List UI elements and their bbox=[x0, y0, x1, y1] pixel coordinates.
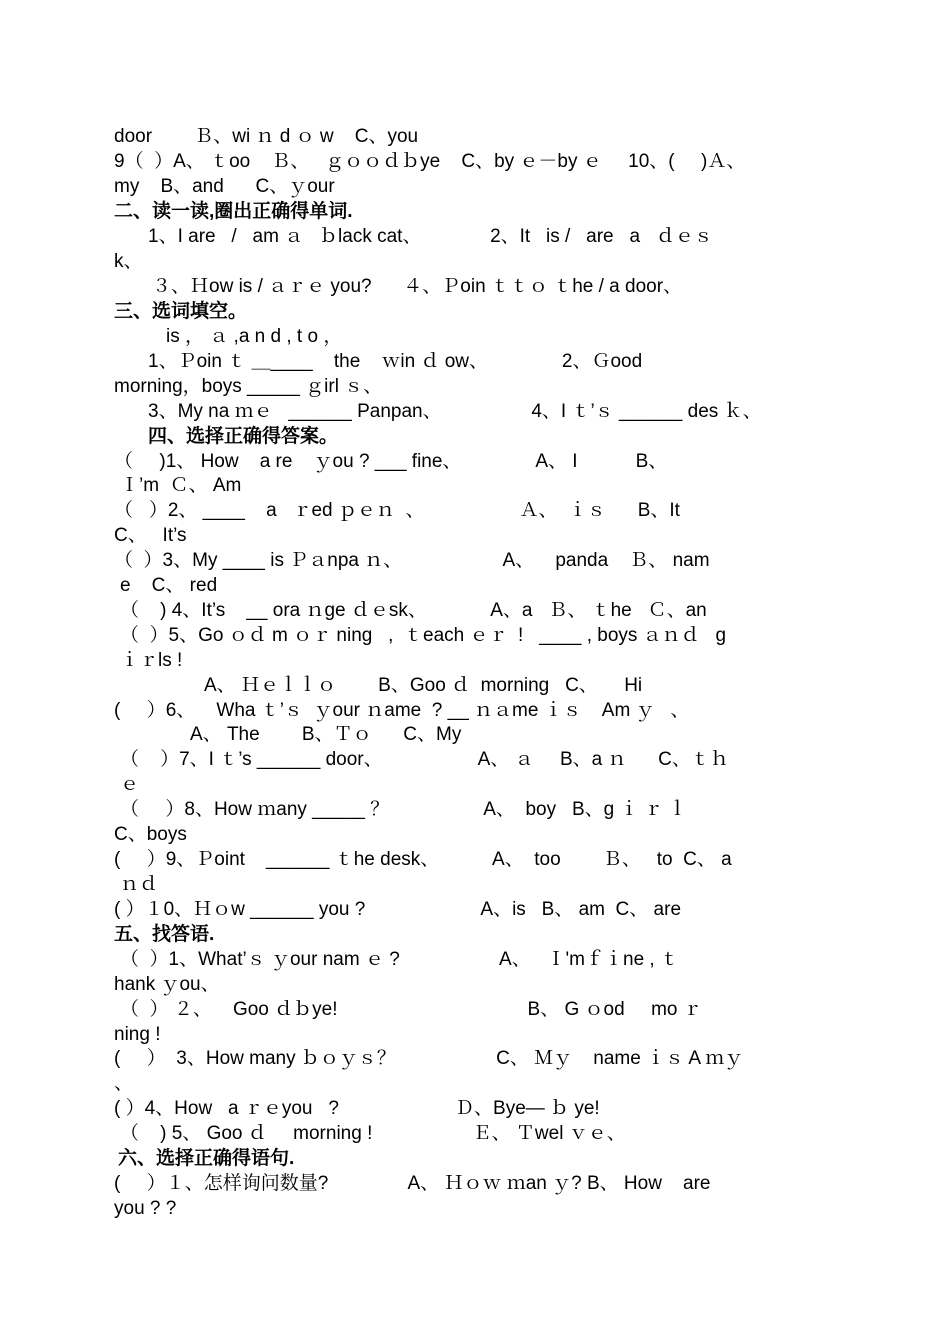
text-line: you ? ? bbox=[114, 1198, 177, 1219]
text-line: 、 bbox=[114, 1073, 134, 1094]
text-line: ( ）１0、Ｈｏw ______ you ? A、is B、 am C、 are bbox=[114, 899, 682, 920]
section-heading: 四、选择正确得答案。 bbox=[148, 426, 339, 447]
text-line: ( ）9、Ｐoint ______ ｔhe desk、 A、 too Ｂ、 to C、 a bbox=[114, 849, 732, 870]
text-line: （ ） ２、 Goo ｄｂye! B、 G ｏod mo ｒ bbox=[120, 999, 702, 1020]
text-line: （ ) 5、 Goo ｄ morning ! Ｅ、 Ｔwel ｖｅ、 bbox=[120, 1123, 626, 1144]
text-line: （ ）8、How ｍany _____ ？ A、 boy B、g ｉ ｒ ｌ bbox=[120, 799, 688, 820]
text-line: （ ）5、Go ｏｄ m ｏｒ ning , ｔeach ｅｒ ! ____ , boys ａｎｄ g bbox=[120, 625, 727, 646]
section-heading: 六、选择正确得语句. bbox=[118, 1148, 295, 1169]
text-line: ning ! bbox=[114, 1024, 161, 1045]
text-line: 3、My na ｍｅ ______ Panpan、 4、I ｔ’ｓ ______ des ｋ、 bbox=[148, 401, 762, 422]
text-line: ３、Ｈow is / ａｒｅ you? ４、Ｐoin ｔｔｏ ｔhe / a door、 bbox=[152, 276, 683, 297]
text-line: ｅ bbox=[120, 774, 140, 795]
text-line: C、boys bbox=[114, 824, 187, 845]
text-line: A、 Ｈｅｌｌｏ B、Goo ｄ morning C、 Hi bbox=[204, 675, 643, 696]
section-heading: 二、读一读,圈出正确得单词. bbox=[114, 201, 353, 222]
text-line: 1、I are / am ａ ｂlack cat、 2、It is / are a ｄｅｓ bbox=[148, 226, 713, 247]
text-line: my B、and C、ｙour bbox=[114, 176, 335, 197]
text-line: ( ） 3、How many ｂｏｙｓ？ C、 Ｍｙ name ｉｓ A ｍｙ bbox=[114, 1048, 744, 1069]
text-line: door Ｂ、wi ｎ d ｏ w C、you bbox=[114, 126, 419, 147]
text-line: k、 bbox=[114, 251, 143, 272]
text-line: ｎｄ bbox=[120, 874, 159, 895]
section-heading: 五、找答语. bbox=[114, 924, 215, 945]
text-line: （ ) 4、It’s __ ora ｎge ｄｅsk、 A、a Ｂ、 ｔhe Ｃ、an bbox=[120, 600, 707, 621]
text-line: ( ）6、 Wha ｔ’ｓ ｙour ｎame ? __ ｎａme ｉｓ Am ｙ 、 bbox=[114, 700, 690, 721]
text-line: （ ）3、My ____ is Ｐａnpa ｎ、 A、 panda Ｂ、 nam bbox=[114, 550, 710, 571]
text-line: （ )1、 How a re ｙou ? ___ fine、 A、 I B、 bbox=[114, 451, 668, 472]
text-line: C、 It’s bbox=[114, 525, 187, 546]
section-heading: 三、选词填空。 bbox=[114, 301, 248, 322]
text-line: （ ）1、What’ｓ ｙour nam ｅ ? A、 Ｉ'mｆｉne , ｔ bbox=[120, 949, 679, 970]
text-line: ｉｒls ! bbox=[120, 650, 183, 671]
text-line: A、 The B、Ｔｏ C、My bbox=[190, 724, 462, 745]
text-line: is ， ａ ,a n d , t o ， bbox=[166, 326, 343, 347]
text-line: morning，boys _____ ｇirl ｓ、 bbox=[114, 376, 383, 397]
text-line: （ ）7、I ｔ’s ______ door、 A、 ａ B、a ｎ C、ｔｈ bbox=[120, 749, 729, 770]
text-line: hank ｙou、 bbox=[114, 974, 220, 995]
text-line: e C、 red bbox=[120, 575, 218, 596]
text-line: ( ）１、怎样询问数量? A、 Ｈｏｗ ｍan ｙ? B、 How are bbox=[114, 1173, 711, 1194]
text-line: Ｉ’m Ｃ、 Am bbox=[120, 475, 242, 496]
text-line: 9（ ）A、 ｔoo Ｂ、 ｇｏｏｄｂye C、by ｅ－by ｅ 10、( )Ａ、 bbox=[114, 151, 746, 172]
text-line: （ ）2、 ____ a ｒed ｐｅｎ 、 Ａ、 ｉｓ B、It bbox=[114, 500, 680, 521]
text-line: 1、Ｐoin ｔ ＿____ the ｗin ｄ ow、 2、Ｇood bbox=[148, 351, 643, 372]
text-line: ( ）4、How a ｒｅyou ? Ｄ、Bye— ｂ ye! bbox=[114, 1098, 600, 1119]
